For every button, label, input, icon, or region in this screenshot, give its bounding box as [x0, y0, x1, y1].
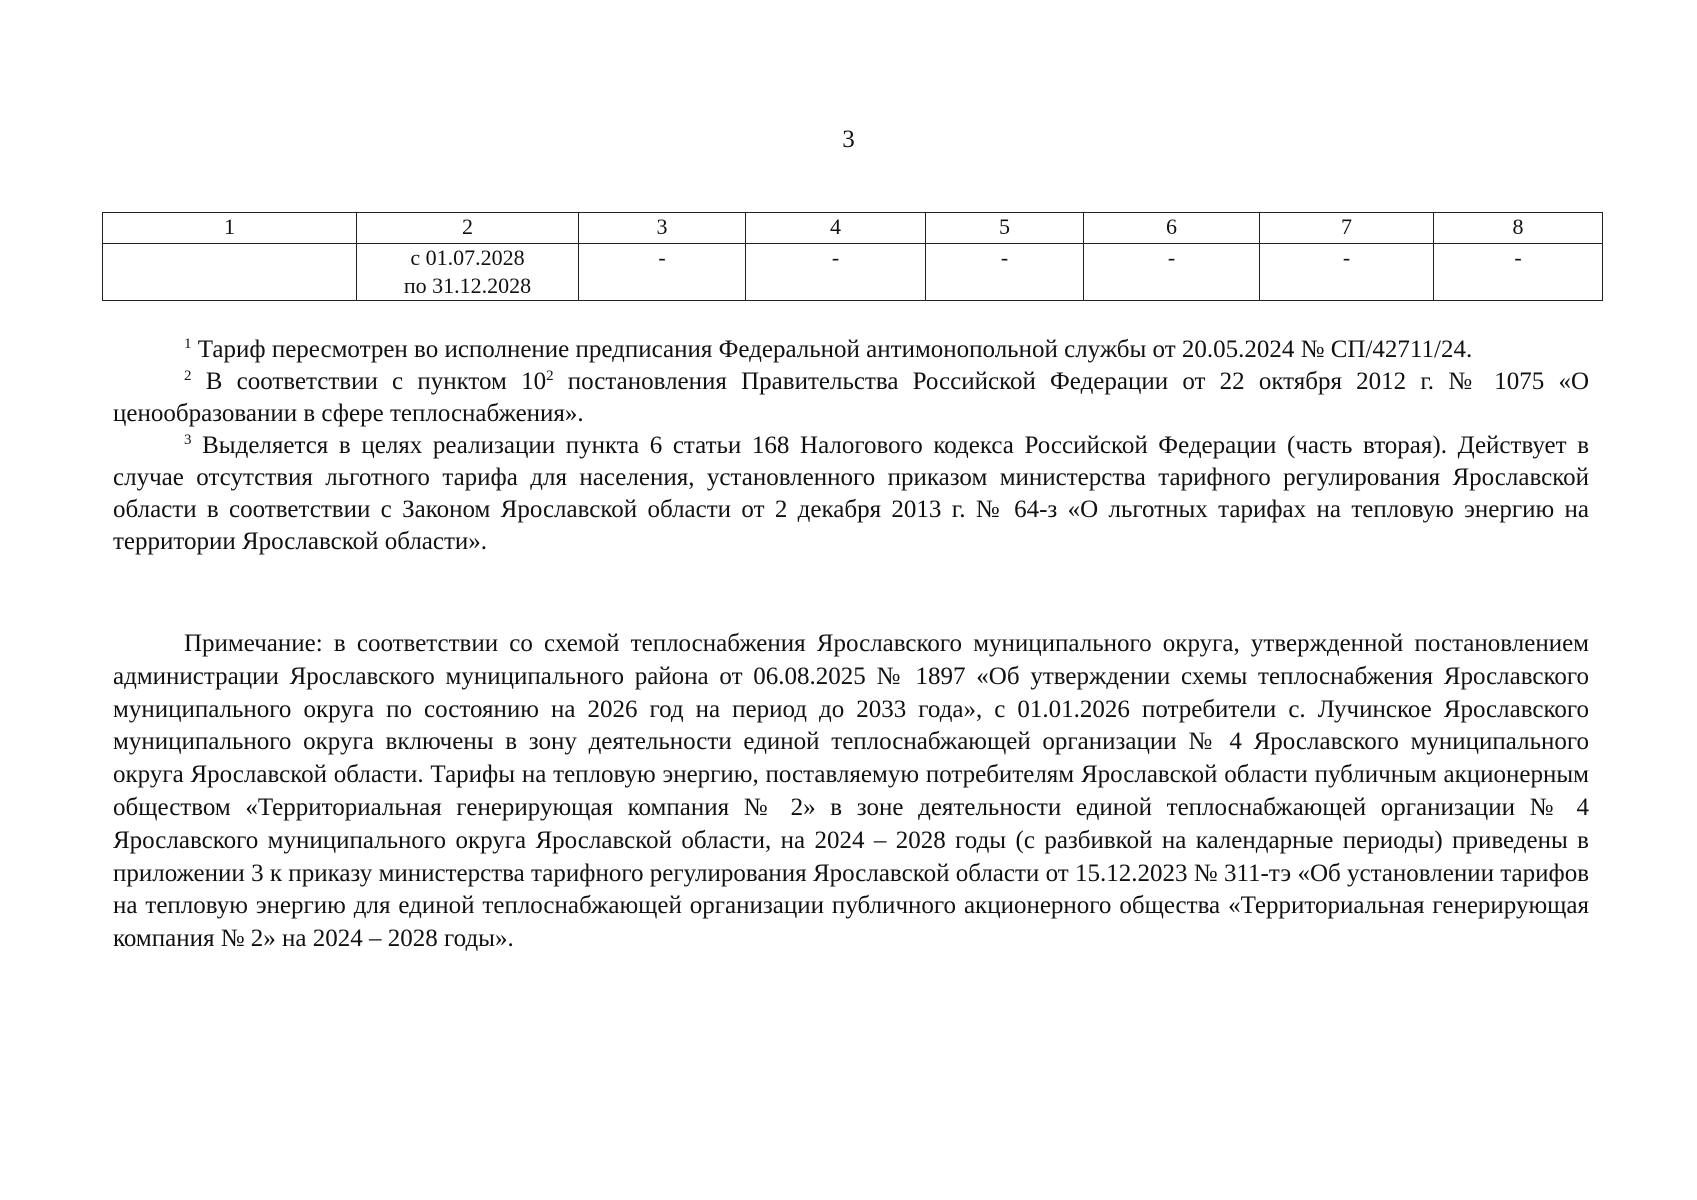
- tariff-table: [102, 212, 1603, 301]
- footnote-mark: 2: [184, 368, 192, 384]
- value-cell: -: [1434, 244, 1603, 301]
- period-from: с 01.07.2028: [410, 245, 525, 270]
- footnote-text: Выделяется в целях реализации пункта 6 статьи 168 Налогового кодекса Российской Федерации (часть вторая). Действует в случае отсутствия льготного тарифа для населения, установленного приказом министерства тарифного регулирования Ярославской области в соответствии с Законом Ярославской области от 2 декабря 2013 г. № 64-з «О льготных тарифах на тепловую энергию на территории Ярославской области».: [113, 432, 1589, 555]
- column-number: 4: [746, 213, 926, 244]
- footnote-text: В соответствии с пунктом 10: [205, 368, 547, 395]
- column-number: 5: [926, 213, 1084, 244]
- period-cell: [357, 244, 579, 301]
- footnote-text: Тариф пересмотрен во исполнение предписания Федеральной антимонопольной службы от 20.05.2024 № СП/42711/24.: [197, 336, 1473, 363]
- column-number: 6: [1084, 213, 1260, 244]
- footnote-mark: 3: [184, 432, 192, 448]
- superscript: 2: [546, 368, 554, 384]
- column-number: 8: [1434, 213, 1603, 244]
- value-cell: -: [746, 244, 926, 301]
- column-number: 2: [357, 213, 579, 244]
- page-number: 3: [842, 126, 855, 153]
- empty-cell: [103, 244, 357, 301]
- value-cell: -: [1084, 244, 1260, 301]
- table-row: [103, 244, 1603, 301]
- column-number: 7: [1260, 213, 1434, 244]
- column-number: 1: [103, 213, 357, 244]
- footnote-text: постановления Правительства Российской Федерации от 22 октября 2012 г. № 1075 «О ценообразовании в сфере теплоснабжения».: [113, 368, 1590, 427]
- footnote-1: [113, 334, 1589, 366]
- note: [113, 628, 1589, 956]
- note-text: Примечание: в соответствии со схемой теплоснабжения Ярославского муниципального округа, утвержденной постановлением администрации Ярославского муниципального района от 06.08.2025 № 1897 «Об утверждении схемы теплоснабжения Ярославского муниципального округа по состоянию на 2026 год на период до 2033 года», с 01.01.2026 потребители с. Лучинское Ярославского муниципального округа включены в зону деятельности единой теплоснабжающей организации № 4 Ярославского муниципального округа Ярославской области. Тарифы на тепловую энергию, поставляемую потребителям Ярославской области публичным акционерным обществом «Территориальная генерирующая компания № 2» в зоне деятельности единой теплоснабжающей организации № 4 Ярославского муниципального округа Ярославской области, на 2024 – 2028 годы (с разбивкой на календарные периоды) приведены в приложении 3 к приказу министерства тарифного регулирования Ярославской области от 15.12.2023 № 311-тэ «Об установлении тарифов на тепловую энергию для единой теплоснабжающей организации публичного акционерного общества «Территориальная генерирующая компания № 2» на 2024 – 2028 годы».: [113, 630, 1589, 953]
- footnotes: [113, 334, 1589, 558]
- footnote-2: [113, 366, 1589, 430]
- value-cell: -: [579, 244, 746, 301]
- value-cell: -: [926, 244, 1084, 301]
- period-to: по 31.12.2028: [403, 273, 532, 298]
- footnote-3: [113, 430, 1589, 558]
- table-header-row: [103, 213, 1603, 244]
- column-number: 3: [579, 213, 746, 244]
- value-cell: -: [1260, 244, 1434, 301]
- footnote-mark: 1: [184, 336, 192, 352]
